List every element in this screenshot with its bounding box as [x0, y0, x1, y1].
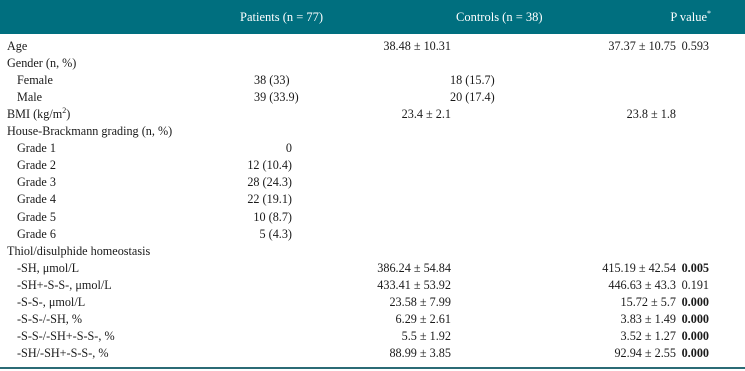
table-row [0, 174, 745, 191]
row-label [17, 260, 79, 277]
row-label [7, 38, 27, 55]
row-label [7, 55, 76, 72]
table-bottom-rule [0, 367, 745, 369]
row-label [17, 328, 115, 345]
cell-controls: 37.37 ± 10.75 [608, 39, 676, 53]
cell-pvalue: 0.000 [681, 328, 709, 343]
row-label [17, 226, 56, 243]
cell-controls: 23.8 ± 1.8 [626, 107, 676, 122]
table-row [0, 38, 745, 55]
cell-patients: 5.5 ± 1.92 [401, 328, 451, 343]
cell-pvalue: 0.000 [681, 294, 709, 309]
header-pvalue-mark: * [707, 9, 711, 18]
cell-patients: 38 (33) [254, 73, 290, 88]
row-label [17, 345, 109, 362]
row-label-text: Thiol/disulphide homeostasis [7, 243, 151, 258]
table-row [0, 55, 745, 72]
cell-controls: 3.52 ± 1.27 [620, 328, 676, 343]
cell-controls: 20 (17.4) [450, 90, 495, 105]
table-row [0, 209, 745, 226]
table-row [0, 157, 745, 174]
cell-patients: 88.99 ± 3.85 [389, 345, 451, 360]
header-controls: Controls (n = 38) [456, 10, 543, 24]
header-pvalue [670, 10, 711, 25]
cell-controls: 15.72 ± 5.7 [620, 294, 676, 309]
row-label [17, 89, 42, 106]
cell-patients: 38.48 ± 10.31 [383, 39, 451, 53]
cell-controls: 92.94 ± 2.55 [614, 345, 676, 360]
table-row [0, 243, 745, 260]
row-label-text: Male [17, 90, 43, 105]
row-label-text: Age [7, 39, 28, 53]
row-label [17, 294, 85, 311]
row-label [17, 209, 56, 226]
row-label-text: -SH, μmol/L [17, 260, 80, 275]
row-label [7, 106, 70, 123]
header-pvalue-text: P value [670, 10, 707, 24]
cell-patients: 386.24 ± 54.84 [377, 260, 451, 275]
cell-patients: 28 (24.3) [247, 175, 292, 190]
cell-controls: 3.83 ± 1.49 [620, 311, 676, 326]
row-label-text: -S-S-/-SH, % [17, 311, 83, 326]
table-header [0, 0, 745, 34]
row-label-text: House-Brackmann grading (n, %) [7, 124, 173, 139]
table-row [0, 106, 745, 123]
row-label-tail: ) [66, 107, 71, 122]
row-label-text: Grade 2 [17, 158, 56, 173]
table-row [0, 328, 745, 345]
row-label [17, 157, 56, 174]
row-label-text: -SH/-SH+-S-S-, % [17, 345, 109, 360]
table-row [0, 191, 745, 208]
table-row [0, 89, 745, 106]
row-label-text: Female [17, 73, 53, 88]
table-row [0, 72, 745, 89]
cell-patients: 0 [285, 141, 292, 156]
cell-pvalue: 0.000 [681, 311, 709, 326]
row-label [17, 72, 53, 89]
cell-pvalue: 0.191 [681, 277, 709, 292]
row-label [7, 123, 172, 140]
cell-controls: 446.63 ± 43.3 [608, 277, 676, 292]
row-label-text: Grade 1 [17, 141, 56, 156]
row-label-text: Grade 5 [17, 209, 56, 224]
cell-patients: 23.4 ± 2.1 [401, 107, 451, 122]
row-label-text: -SH+-S-S-, μmol/L [17, 277, 112, 292]
cell-patients: 39 (33.9) [254, 90, 299, 105]
cell-controls: 18 (15.7) [450, 73, 495, 88]
table-row [0, 277, 745, 294]
row-label [17, 277, 112, 294]
row-label-text: -S-S-/-SH+-S-S-, % [17, 328, 115, 343]
table-row [0, 345, 745, 362]
cell-pvalue: 0.593 [681, 39, 709, 53]
cell-patients: 10 (8.7) [253, 209, 292, 224]
row-label [17, 311, 82, 328]
header-patients: Patients (n = 77) [240, 10, 324, 24]
row-label-text: -S-S-, μmol/L [17, 294, 86, 309]
cell-patients: 23.58 ± 7.99 [389, 294, 451, 309]
row-label [17, 191, 56, 208]
cell-controls: 415.19 ± 42.54 [602, 260, 676, 275]
table-row [0, 140, 745, 157]
row-label-text: Grade 4 [17, 192, 56, 207]
row-label-text: Grade 6 [17, 226, 56, 241]
table-row [0, 294, 745, 311]
table-row [0, 123, 745, 140]
table-row [0, 311, 745, 328]
cell-pvalue: 0.000 [681, 345, 709, 360]
row-label-text: Gender (n, %) [7, 56, 77, 71]
row-label-text: BMI (kg/m [7, 107, 63, 122]
row-label [17, 140, 56, 157]
row-label-text: Grade 3 [17, 175, 56, 190]
table-row [0, 260, 745, 277]
row-label [7, 243, 150, 260]
cell-patients: 6.29 ± 2.61 [395, 311, 451, 326]
cell-patients: 22 (19.1) [247, 192, 292, 207]
cell-pvalue: 0.005 [681, 260, 709, 275]
table-row [0, 226, 745, 243]
cell-patients: 433.41 ± 53.92 [377, 277, 451, 292]
row-label-superscript: 2 [62, 106, 67, 116]
row-label [17, 174, 56, 191]
cell-patients: 12 (10.4) [247, 158, 292, 173]
cell-patients: 5 (4.3) [259, 226, 292, 241]
